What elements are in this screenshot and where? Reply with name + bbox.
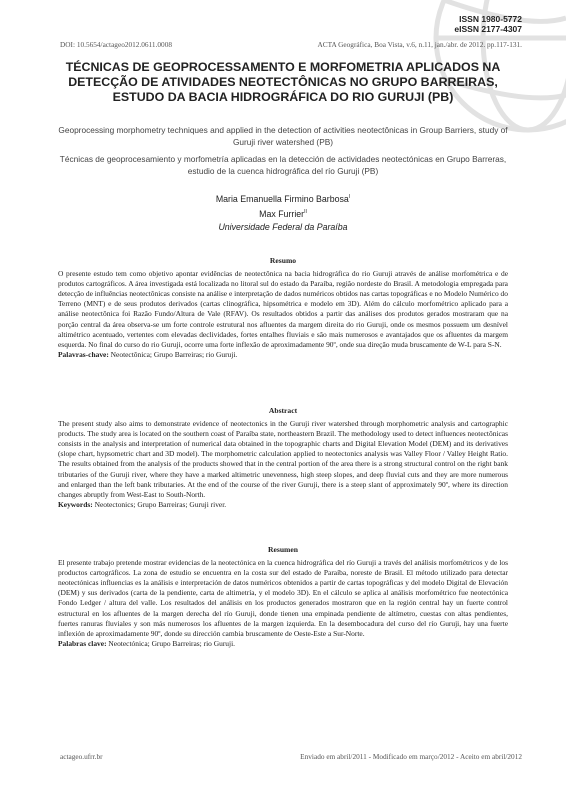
doi: DOI: 10.5654/actageo2012.0611.0008: [60, 40, 173, 49]
abstract-text: The present study also aims to demonstrate evidence of neotectonics in the Guruji river watershed through morphometric analysis and cartographic products. The study area is located on the southern coast of Paraíba state, northeastern Brazil. The methodology used to detect influences neotectônicas consists in the analysis and interpretation of numerical data obtained in the topographic charts and Digital Elevation Model (DEM) and its derivatives (slope chart, hypsometric chart and 3D model). The morphometric calculation applied to neotectonics analysis was Valley Floor / Valley Height Ratio. The results obtained from the analysis of the products showed that in the central portion of the area there is a strong structural control on the right bank tributaries of the Guruji river, where they have a marked altimetric unevenness, high steep slopes, and deep fluvial cuts and they are more numerous and enlarged than the left bank tributaries. At the end of the course of the river Guruji, there is a steep slant of approximately 90º, where its direction changes abruptly from West-East to South-North.: [58, 419, 508, 499]
resumen-text: El presente trabajo pretende mostrar evidencias de la neotectónica en la cuenca hidrográfica del río Guruji a través del análisis morfométricos y de los productos cartográficos. La zona de estudio se encuentra en la costa sur del estado de Paraíba, noreste de Brasil. El método utilizado para detectar neotectónicas influencias es la análisis e interpretación de datos numéricos obtenidos a partir de cartas topográficas y del modelo Digital de Elevación (DEM) y sus derivados (carta de la pendiente, carta de altimetría, y el modelo 3D). En el cálculo se aplica al análisis morfométrico fue neotectónica Fondo Ledger / altura del valle. Los resultados del análisis en los productos generados mostraron que en la región central hay un fuerte control estructural en los afluentes de la margen derecha del río Guruji, donde tienen una empinada pendiente de altímetro, cuestas con altas pendientes, fuertes ranuras fluviales y son más numerosos los afluentes de la margen izquierda. En la desembocadura del curso del río Guruji, hay una fuerte inflexión de aproximadamente 90º, donde su dirección cambia bruscamente de Oeste-Este a Sur-Norte.: [58, 558, 508, 638]
resumen-keywords-label: Palabras clave:: [58, 638, 107, 648]
title-pt: TÉCNICAS DE GEOPROCESSAMENTO E MORFOMETRIA APLICADOS NA DETECÇÃO DE ATIVIDADES NEOTECTÔNICAS NO GRUPO BARREIRAS, ESTUDO DA BACIA HIDROGRÁFICA DO RIO GURUJI (PB): [65, 60, 501, 104]
author-2-footnote: II: [304, 208, 307, 215]
author-1-name: Maria Emanuella Firmino Barbosa: [215, 193, 349, 204]
resumo-section: [58, 256, 508, 360]
issn-block: [454, 14, 522, 34]
journal-site-link[interactable]: actageo.ufrr.br: [60, 752, 103, 761]
abstract-keywords-text: Neotectonics; Grupo Barreiras; Guruji river.: [94, 499, 227, 509]
submission-dates: Enviado em abril/2011 - Modificado em março/2012 - Aceito em abril/2012: [300, 752, 522, 761]
resumo-heading: Resumo: [269, 256, 297, 265]
author-2-name: Max Furrier: [259, 208, 305, 219]
title-es: Técnicas de geoprocesamiento y morfometría aplicadas en la detección de actividades neotectónicas en Grupo Barreras, estudio de la cuenca hidrográfica del río Guruji (PB): [59, 154, 507, 176]
title-en: Geoprocessing morphometry techniques and applied in the detection of activities neotectônicas in Group Barriers, study of Guruji river watershed (PB): [58, 125, 508, 147]
issn: ISSN 1980-5772: [459, 14, 522, 24]
author-1: [0, 191, 566, 206]
abstract-keywords-label: Keywords:: [58, 499, 93, 509]
author-1-footnote: I: [348, 194, 351, 200]
abstract-keywords: [58, 500, 508, 510]
resumo-keywords: [58, 350, 508, 360]
resumo-keywords-label: Palavras-chave:: [58, 349, 109, 359]
abstract-heading: Abstract: [268, 406, 298, 415]
resumo-text: O presente estudo tem como objetivo apontar evidências de neotectônica na bacia hidrográfica do rio Guruji através de análise morfométrica e de produtos cartográficos. A área investigada está localizada no litoral sul do estado da Paraíba, região nordeste do Brasil. A metodologia empregada para detecção de influências neotectônicas consiste na análise e interpretação de dados numéricos obtidos nas cartas topográficas e no Modelo Numérico do Terreno (MNT) e de seus produtos derivados (cartas clinográfica, hipsométrica e modelo em 3D). Além do cálculo morfométrico aplicado para a análise neotectônica foi Razão Fundo/Altura de Vale (RFAV). Os resultados obtidos a partir das análises dos produtos gerados mostraram que na porção central da área observa-se um forte controle estrutural nos afluentes da margem direita do rio Guruji, onde os mesmos possuem um desnível altimétrico acentuado, vertentes com elevadas declividades, fortes entalhes fluviais e são mais numerosos e avantajados que os afluentes da margem esquerda. No final do curso do rio Guruji, ocorre uma forte inflexão de aproximadamente 90º, onde sua direção muda bruscamente de W-L para S-N.: [58, 269, 508, 349]
resumen-keywords-text: Neotectónica; Grupo Barreiras; rio Guruji.: [108, 638, 236, 648]
author-2: [0, 206, 566, 221]
resumen-keywords: [58, 639, 508, 649]
resumen-section: [58, 545, 508, 649]
eissn: eISSN 2177-4307: [454, 24, 522, 34]
resumen-heading: Resumen: [268, 545, 298, 554]
abstract-section: [58, 406, 508, 510]
institution: Universidade Federal da Paraíba: [218, 221, 348, 232]
resumo-keywords-text: Neotectônica; Grupo Barreiras; rio Guruji.: [110, 349, 238, 359]
authors-block: [0, 191, 566, 234]
citation: ACTA Geográfica, Boa Vista, v.6, n.11, jan./abr. de 2012. pp.117-131.: [317, 40, 522, 49]
